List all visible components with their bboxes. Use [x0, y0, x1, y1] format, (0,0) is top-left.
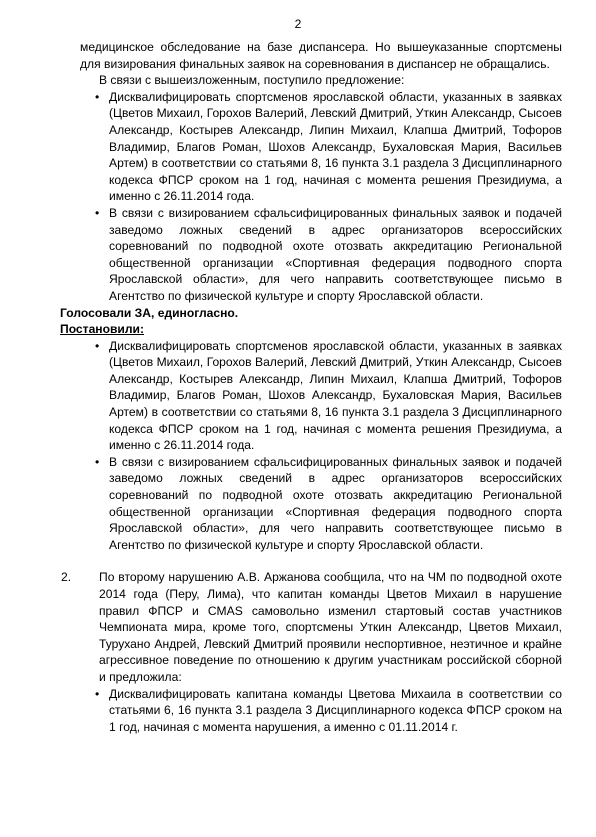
proposal-heading: В связи с вышеизложенным, поступило предложение:: [99, 73, 405, 88]
resolved-bullet: • Дисквалифицировать спортсменов ярославской области, указанных в заявках (Цветов Михаил, Горохов Валерий, Левский Дмитрий, Уткин Александр, Сысоев Александр, Костырев Александр, Липин Михаил, Клапша Дмитрий, Тофоров Владимир, Благов Роман, Шохов Александр, Бухаловская Мария, Васильев Артем) в соответствии со статьями 8, 16 пункта 3.1 раздела 3 Дисциплинарного кодекса ФПСР сроком на 1 год, начиная с момента решения Президиума, а именно с 26.11.2014 года.: [95, 338, 562, 454]
vote-line: Голосовали ЗА, единогласно.: [60, 305, 239, 320]
document-body: [60, 39, 562, 735]
proposal-list: [80, 89, 562, 305]
intro-paragraph: медицинское обследование на базе диспансера. Но вышеуказанные спортсмены для визирования финальных заявок на соревнования в диспансер не обращались.: [80, 40, 562, 71]
item2-bullet: • Дисквалифицировать капитана команды Цветова Михаила в соответствии со статьями 6, 16 пункта 3.1 раздела 3 Дисциплинарного кодекса ФПСР сроком на 1 год, начиная с момента нарушения, а именно с 01.11.2014 г.: [95, 686, 562, 736]
resolved-bullet: • В связи с визированием сфальсифицированных финальных заявок и подачей заведомо ложных сведений в адрес организаторов всероссийских соревнований по подводной охоте отозвать аккредитацию Региональной общественной организации «Спортивная федерация подводного спорта Ярославской области», для чего направить соответствующее письмо в Агентство по физической культуре и спорту Ярославской области.: [95, 454, 562, 554]
resolved-heading: Постановили:: [60, 322, 145, 337]
proposal-bullet: • Дисквалифицировать спортсменов ярославской области, указанных в заявках (Цветов Михаил, Горохов Валерий, Левский Дмитрий, Уткин Александр, Сысоев Александр, Костырев Александр, Липин Михаил, Клапша Дмитрий, Тофоров Владимир, Благов Роман, Шохов Александр, Бухаловская Мария, Васильев Артем) в соответствии со статьями 8, 16 пункта 3.1 раздела 3 Дисциплинарного кодекса ФПСР сроком на 1 год, начиная с момента решения Президиума, а именно с 26.11.2014 года.: [95, 89, 562, 205]
numbered-item-2: [61, 569, 562, 685]
item-number: 2.: [61, 570, 72, 585]
item2-list: [80, 686, 562, 736]
item-text: По второму нарушению А.В. Аржанова сообщила, что на ЧМ по подводной охоте 2014 года (Перу, Лима), что капитан команды Цветов Михаил в нарушение правил ФПСР и CMAS самовольно изменил стартовый состав участников Чемпионата мира, кроме того, спортсмены Уткин Александр, Цветов Михаил, Турухано Андрей, Левский Дмитрий проявили неспортивное, неэтичное и крайне агрессивное поведение по отношению к другим участникам российской сборной и предложила:: [99, 570, 562, 684]
spacer: [80, 553, 562, 569]
resolved-list: [80, 338, 562, 554]
page-number: 2: [294, 17, 302, 31]
proposal-bullet: • В связи с визированием сфальсифицированных финальных заявок и подачей заведомо ложных сведений в адрес организаторов всероссийских соревнований по подводной охоте отозвать аккредитацию Региональной общественной организации «Спортивная федерация подводного спорта Ярославской области», для чего направить соответствующее письмо в Агентство по физической культуре и спорту Ярославской области.: [95, 205, 562, 305]
